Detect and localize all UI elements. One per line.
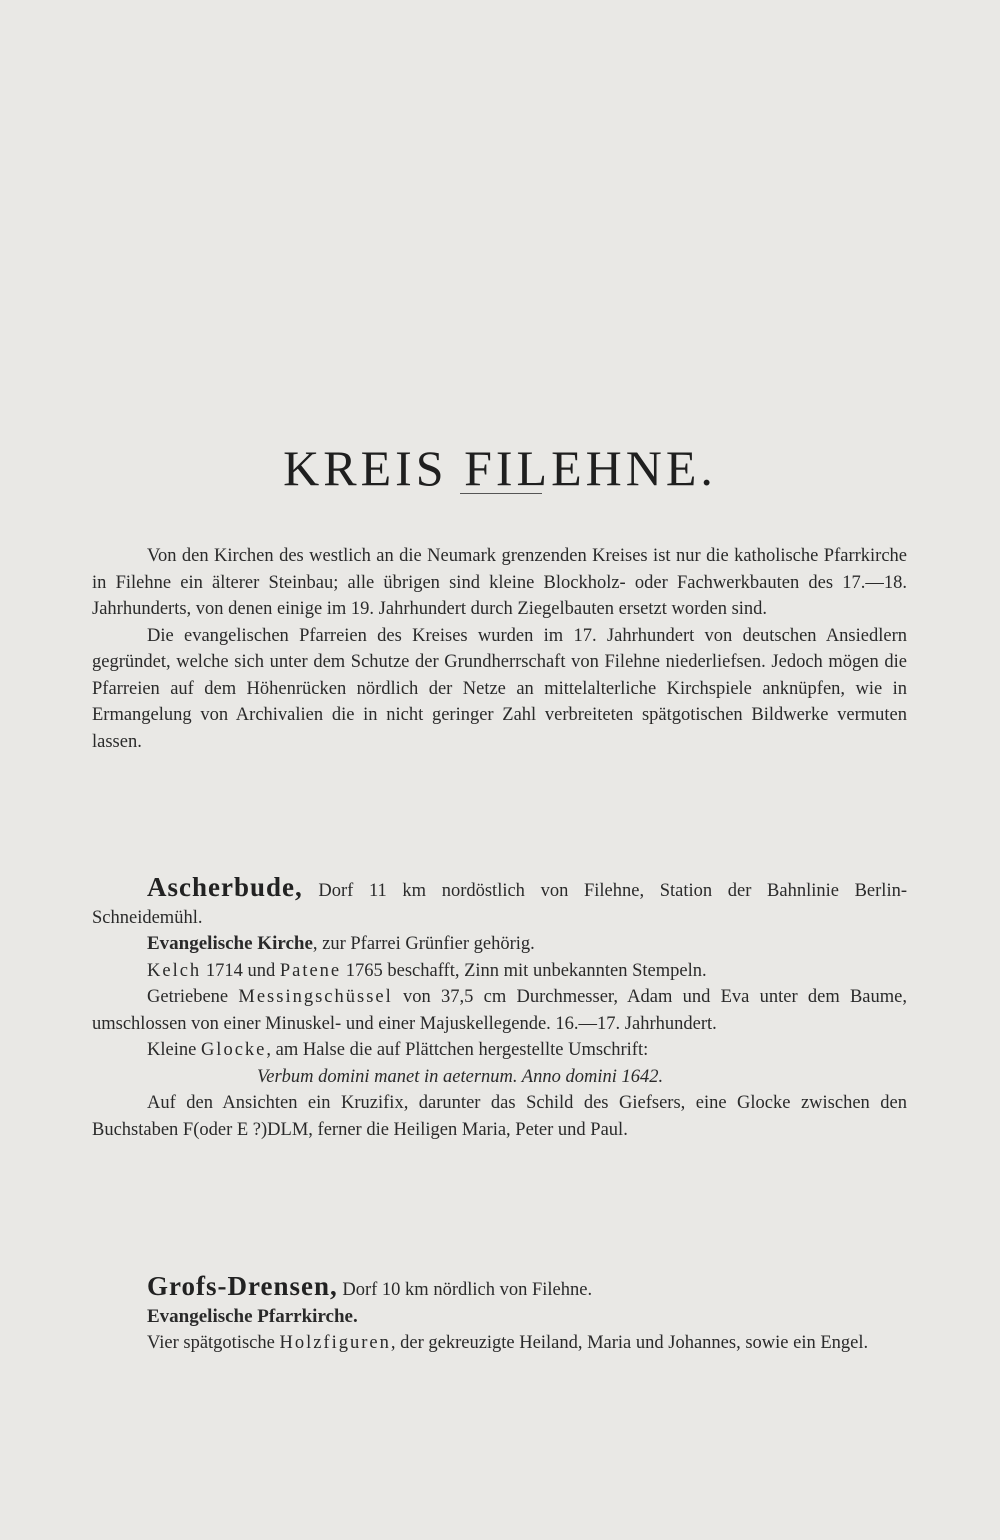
entry-heading [92,1273,907,1304]
place-description: Dorf 11 km nordöstlich von Filehne, Station der Bahnlinie Berlin-Schneidemühl. [92,881,907,928]
church-line [92,931,907,958]
title-divider [460,493,542,494]
intro-paragraph-2: Die evangelischen Pfarreien des Kreises wurden im 17. Jahrhundert von deutschen Ansiedlern gegründet, welche sich unter dem Schutze der Grundherrschaft von Filehne niederliefsen. Jedoch mögen die Pfarreien auf dem Höhenrücken nördlich der Netze an mittelalterliche Kirchspiele anknüpfen, wie in Ermangelung von Archivalien die in nicht geringer Zahl verbreiteten spätgotischen Bildwerke vermuten lassen. [92,625,907,752]
place-name: Grofs-Drensen, [147,1271,338,1301]
figuren-text: , der gekreuzigte Heiland, Maria und Johannes, sowie ein Engel. [390,1333,869,1353]
ansichten-paragraph: Auf den Ansichten ein Kruzifix, darunter das Schild des Giefsers, eine Glocke zwischen den Buchstaben F(oder E ?)DLM, ferner die Heiligen Maria, Peter und Paul. [92,1093,907,1140]
glocke-prefix: Kleine [147,1040,201,1060]
patene-text: 1765 beschafft, Zinn mit unbekannten Stempeln. [341,960,707,981]
church-name: Evangelische Kirche [147,933,313,954]
entry-ascherbude [92,874,907,1143]
figuren-term: Holzfiguren [279,1333,391,1353]
bell-inscription: Verbum domini manet in aeternum. Anno domini 1642. [257,1066,664,1087]
kelch-term: Kelch [147,960,202,981]
place-description: Dorf 10 km nördlich von Filehne. [337,1280,593,1300]
page-title: KREIS FILEHNE. [283,439,717,496]
figuren-paragraph [92,1330,907,1357]
kelch-line [92,958,907,985]
glocke-text: , am Halse die auf Plättchen hergestellte Umschrift: [266,1040,649,1060]
schuessel-prefix: Getriebene [147,987,239,1007]
entry-heading [92,874,907,931]
intro-section [92,543,907,755]
schuessel-term: Messingschüssel [238,987,393,1007]
patene-term: Patene [279,960,342,981]
schuessel-paragraph [92,984,907,1037]
schuessel-text: von 37,5 cm Durchmesser, Adam und Eva unter dem Baume, umschlossen von einer Minuskel- und einer Majuskellegende. 16.—17. Jahrhundert. [92,987,907,1034]
church-description: , zur Pfarrei Grünfier gehörig. [312,934,535,954]
glocke-line [92,1037,907,1064]
figuren-prefix: Vier spätgotische [147,1333,280,1353]
intro-paragraph-1: Von den Kirchen des westlich an die Neumark grenzenden Kreises ist nur die katholische Pfarrkirche in Filehne ein älterer Steinbau; alle übrigen sind kleine Blockholz- oder Fachwerkbauten des 17.—18. Jahrhunderts, von denen einige im 19. Jahrhundert durch Ziegelbauten ersetzt worden sind. [92,546,907,619]
entry-grofs-drensen [92,1273,907,1357]
place-name: Ascherbude, [147,872,303,902]
church-line [92,1304,907,1331]
church-name: Evangelische Pfarrkirche. [147,1305,358,1327]
glocke-term: Glocke [200,1040,267,1060]
kelch-text: 1714 und [201,960,280,981]
